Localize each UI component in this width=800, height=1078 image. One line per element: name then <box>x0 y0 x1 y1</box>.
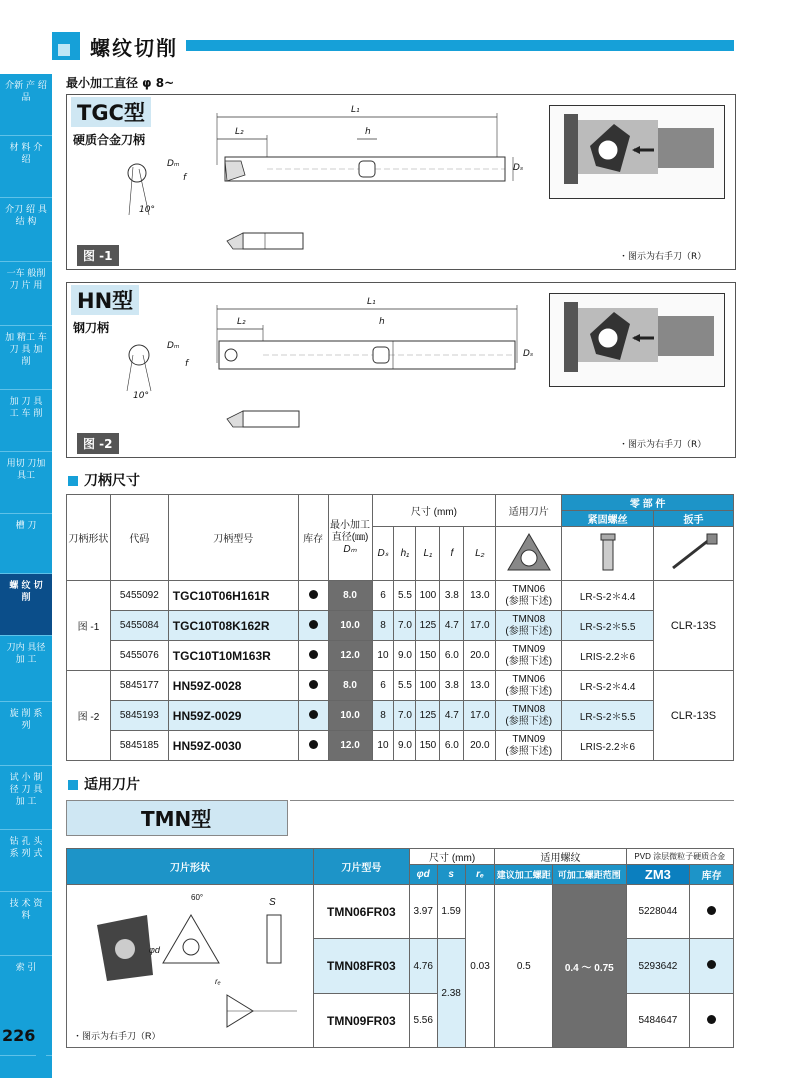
hdr-min-dia <box>328 495 372 581</box>
dim-ds: Dₛ <box>513 163 524 173</box>
stock-dot <box>298 611 328 641</box>
table-cell-phid: 3.97 <box>409 885 437 939</box>
table-cell-l1: 150 <box>416 731 440 761</box>
table-cell-l1: 100 <box>416 581 440 611</box>
hdr-h1: h₁ <box>394 527 416 581</box>
hdr-l1: L₁ <box>416 527 440 581</box>
table-cell-f: 4.7 <box>440 611 464 641</box>
table-cell-l1: 125 <box>416 701 440 731</box>
hdr-f: f <box>440 527 464 581</box>
table-cell-insert <box>496 581 562 611</box>
hdr-model: 刀柄型号 <box>168 495 298 581</box>
table-cell-f: 6.0 <box>440 641 464 671</box>
banner-rule <box>290 800 734 801</box>
holder-table <box>66 494 734 761</box>
table-cell-min: 12.0 <box>328 641 372 671</box>
hdr-shape: 刀柄形状 <box>67 495 111 581</box>
table-cell-phid: 4.76 <box>409 939 437 994</box>
insert-image <box>496 527 562 581</box>
insert-section-title: 适用刀片 <box>84 777 140 793</box>
table-cell-code: 5845177 <box>110 671 168 701</box>
ins-hdr-grade: ZM3 <box>626 865 690 885</box>
table-cell-model: TGC10T06H161R <box>168 581 298 611</box>
hdr-screw: 紧固螺丝 <box>562 511 654 527</box>
table-cell-h1: 5.5 <box>394 581 416 611</box>
dim-f: f <box>185 359 189 369</box>
sidebar-tab-cutoff[interactable]: 用切 刀加 具工 <box>0 452 52 514</box>
ins-hdr-thread: 适用螺纹 <box>495 849 626 865</box>
table-cell-l2: 20.0 <box>464 731 496 761</box>
group1-wrench: CLR-13S <box>653 581 733 671</box>
ins-hdr-pvd: PVD 涂层微粒子硬质合金 <box>626 849 733 865</box>
drawing-phid: φd <box>149 945 160 955</box>
table-cell-code: 5845185 <box>110 731 168 761</box>
stock-dot <box>690 994 734 1048</box>
insert-note: (参照下述) <box>505 625 553 637</box>
table-cell-ds: 10 <box>372 641 394 671</box>
figure-hn-label: 图 -2 <box>77 433 119 454</box>
insert-note: (参照下述) <box>505 745 553 757</box>
table-cell-screw: LR-S-2＊5.5 <box>562 701 654 731</box>
sidebar-tab-general-turning[interactable]: 一车 般削 刀 片 用 <box>0 262 52 326</box>
insert-model: TMN06 <box>512 673 546 685</box>
table-cell-code: 5293642 <box>626 939 690 994</box>
table-cell-h1: 7.0 <box>394 611 416 641</box>
screw-image <box>562 527 654 581</box>
figure-hn-panel <box>66 282 736 458</box>
insert-note: (参照下述) <box>505 715 553 727</box>
dim-l2: L₂ <box>235 127 244 137</box>
figure-tgc-label: 图 -1 <box>77 245 119 266</box>
sidebar-tab-grooving[interactable]: 槽 刀 <box>0 514 52 574</box>
table-cell-min: 10.0 <box>328 701 372 731</box>
table-cell-model: TMN09FR03 <box>314 994 410 1048</box>
table-cell-l2: 17.0 <box>464 701 496 731</box>
ins-hdr-s: s <box>437 865 465 885</box>
table-cell-f: 3.8 <box>440 581 464 611</box>
table-cell-rc: 0.03 <box>465 885 495 1048</box>
table-cell-h1: 7.0 <box>394 701 416 731</box>
ins-hdr-dims: 尺寸 (mm) <box>409 849 495 865</box>
table-cell-f: 4.7 <box>440 701 464 731</box>
table-cell-model: TMN08FR03 <box>314 939 410 994</box>
stock-dot <box>298 731 328 761</box>
figure-tgc-title: TGC型 <box>71 97 151 127</box>
ins-hdr-phid: φd <box>409 865 437 885</box>
sidebar <box>0 74 52 1078</box>
sidebar-tab-milling[interactable]: 旋 削 系 列 <box>0 702 52 766</box>
dim-h: h <box>365 127 371 137</box>
figure-hn-subtitle: 钢刀柄 <box>73 321 110 335</box>
table-cell-insert <box>496 701 562 731</box>
stock-dot <box>298 671 328 701</box>
insert-note: (参照下述) <box>505 685 553 697</box>
hdr-stock: 库存 <box>298 495 328 581</box>
sidebar-tab-technical-data[interactable]: 技 术 资 料 <box>0 892 52 956</box>
page-title: 螺纹切削 <box>90 36 178 60</box>
dim-dm: Dₘ <box>167 341 180 351</box>
sidebar-tab-turning-tools[interactable]: 加 刀 具 工 车 削 <box>0 390 52 452</box>
group1-shape: 图 -1 <box>67 581 111 671</box>
table-cell-f: 6.0 <box>440 731 464 761</box>
ins-hdr-shape: 刀片形状 <box>67 849 314 885</box>
table-cell-h1: 9.0 <box>394 641 416 671</box>
figure-tgc-note: ・图示为右手刀（R） <box>619 252 707 262</box>
dim-h: h <box>379 317 385 327</box>
sidebar-tab-boring[interactable]: 刀内 具径 加 工 <box>0 636 52 702</box>
table-cell-min: 12.0 <box>328 731 372 761</box>
sidebar-tab-index[interactable]: 索 引 <box>0 956 52 1056</box>
table-cell-ds: 8 <box>372 611 394 641</box>
table-cell-l2: 20.0 <box>464 641 496 671</box>
figure-tgc-subtitle: 硬质合金刀柄 <box>73 133 146 147</box>
insert-model: TMN09 <box>512 733 546 745</box>
table-cell-min: 8.0 <box>328 581 372 611</box>
insert-note: (参照下述) <box>505 595 553 607</box>
table-cell-s-shared: 2.38 <box>437 939 465 1048</box>
insert-drawing <box>67 885 313 1047</box>
ins-hdr-rec: 建议加工螺距 <box>495 865 553 885</box>
table-cell-ds: 8 <box>372 701 394 731</box>
stock-dot <box>690 939 734 994</box>
table-cell-l2: 17.0 <box>464 611 496 641</box>
hdr-parts: 零 部 件 <box>562 495 734 511</box>
wrench-image <box>653 527 733 581</box>
table-cell-l2: 13.0 <box>464 671 496 701</box>
page-number-bar <box>36 1050 46 1078</box>
hdr-insert: 适用刀片 <box>496 495 562 527</box>
stock-dot <box>690 885 734 939</box>
dim-l1: L₁ <box>351 105 360 115</box>
insert-note: (参照下述) <box>505 655 553 667</box>
dim-f: f <box>183 173 187 183</box>
sidebar-tab-precision-turning[interactable]: 加 精工 车 刀 具 加 削 <box>0 326 52 390</box>
table-cell-code: 5845193 <box>110 701 168 731</box>
table-cell-model: TMN06FR03 <box>314 885 410 939</box>
insert-table <box>66 848 734 1048</box>
hdr-ds: Dₛ <box>372 527 394 581</box>
ins-hdr-rc: rₑ <box>465 865 495 885</box>
dim-l1: L₁ <box>367 297 376 307</box>
hdr-dims: 尺寸 (mm) <box>372 495 496 527</box>
table-cell-code: 5455092 <box>110 581 168 611</box>
section-square-icon <box>68 780 78 790</box>
holder-section-title: 刀柄尺寸 <box>84 473 140 489</box>
dim-angle: 10° <box>139 205 155 215</box>
table-cell-phid: 5.56 <box>409 994 437 1048</box>
header-bar <box>186 40 734 51</box>
table-cell-model: HN59Z-0030 <box>168 731 298 761</box>
insert-model: TMN06 <box>512 583 546 595</box>
sidebar-tab-tool-structure[interactable]: 介刀 绍 具 结 构 <box>0 198 52 262</box>
dim-l2: L₂ <box>237 317 246 327</box>
table-cell-f: 3.8 <box>440 671 464 701</box>
table-cell-ds: 10 <box>372 731 394 761</box>
dim-ds: Dₛ <box>523 349 534 359</box>
sidebar-tab-small-diameter[interactable]: 试 小 制 径 刀 具 加 工 <box>0 766 52 830</box>
table-cell-min: 10.0 <box>328 611 372 641</box>
table-cell-screw: LRIS-2.2＊6 <box>562 641 654 671</box>
ins-hdr-range: 可加工螺距范围 <box>553 865 626 885</box>
table-cell-l1: 100 <box>416 671 440 701</box>
drawing-rc: rₑ <box>215 977 221 986</box>
table-cell-h1: 5.5 <box>394 671 416 701</box>
header-square-inner <box>58 44 70 56</box>
hdr-min-dia-label: 最小加工直径(㎜) <box>330 519 371 543</box>
table-cell-l1: 150 <box>416 641 440 671</box>
insert-drawing-cell <box>67 885 314 1048</box>
group2-shape: 图 -2 <box>67 671 111 761</box>
table-cell-l1: 125 <box>416 611 440 641</box>
stock-dot <box>298 701 328 731</box>
min-diameter-subtitle: 最小加工直径 φ 8~ <box>66 76 175 90</box>
table-cell-code: 5455076 <box>110 641 168 671</box>
table-cell-model: TGC10T10M163R <box>168 641 298 671</box>
table-cell-rec: 0.5 <box>495 885 553 1048</box>
table-cell-insert <box>496 641 562 671</box>
figure-hn-inset <box>549 293 725 387</box>
stock-dot <box>298 641 328 671</box>
dim-dm: Dₘ <box>167 159 180 169</box>
table-cell-code: 5228044 <box>626 885 690 939</box>
table-cell-insert <box>496 611 562 641</box>
figure-hn-title: HN型 <box>71 285 139 315</box>
table-cell-code: 5455084 <box>110 611 168 641</box>
drawing-s: S <box>269 897 276 908</box>
page-number: 226 <box>2 1026 36 1045</box>
table-cell-screw: LR-S-2＊4.4 <box>562 671 654 701</box>
insert-model: TMN09 <box>512 643 546 655</box>
table-cell-model: HN59Z-0028 <box>168 671 298 701</box>
hdr-l2: L₂ <box>464 527 496 581</box>
table-cell-l2: 13.0 <box>464 581 496 611</box>
sidebar-tab-threading[interactable]: 螺 纹 切 削 <box>0 574 52 636</box>
section-square-icon <box>68 476 78 486</box>
hdr-wrench: 扳手 <box>653 511 733 527</box>
insert-note: ・图示为右手刀（R） <box>73 1031 161 1041</box>
figure-tgc-inset <box>549 105 725 199</box>
insert-model: TMN08 <box>512 613 546 625</box>
stock-dot <box>298 581 328 611</box>
group2-wrench: CLR-13S <box>653 671 733 761</box>
table-cell-screw: LR-S-2＊5.5 <box>562 611 654 641</box>
insert-model: TMN08 <box>512 703 546 715</box>
figure-tgc-panel <box>66 94 736 270</box>
table-cell-range: 0.4 ～ 0.75 <box>553 885 626 1048</box>
hdr-min-dia-symbol: Dₘ <box>343 543 357 555</box>
table-cell-model: HN59Z-0029 <box>168 701 298 731</box>
ins-hdr-model: 刀片型号 <box>314 849 410 885</box>
table-cell-h1: 9.0 <box>394 731 416 761</box>
sidebar-tab-materials[interactable]: 材 料 介 绍 <box>0 136 52 198</box>
table-cell-ds: 6 <box>372 671 394 701</box>
table-cell-min: 8.0 <box>328 671 372 701</box>
sidebar-tab-new-products[interactable]: 介新 产 绍品 <box>0 74 52 136</box>
table-cell-screw: LR-S-2＊4.4 <box>562 581 654 611</box>
sidebar-tab-drill-head[interactable]: 钻 孔 头 系 列 式 <box>0 830 52 892</box>
table-cell-insert <box>496 671 562 701</box>
table-cell-s: 1.59 <box>437 885 465 939</box>
table-cell-screw: LRIS-2.2＊6 <box>562 731 654 761</box>
insert-type-banner: TMN型 <box>66 800 288 836</box>
hdr-code: 代码 <box>110 495 168 581</box>
drawing-angle: 60° <box>191 893 204 902</box>
table-cell-insert <box>496 731 562 761</box>
table-cell-code: 5484647 <box>626 994 690 1048</box>
table-cell-ds: 6 <box>372 581 394 611</box>
table-cell-model: TGC10T08K162R <box>168 611 298 641</box>
dim-angle: 10° <box>133 391 149 401</box>
figure-hn-note: ・图示为右手刀（R） <box>619 440 707 450</box>
ins-hdr-stock: 库存 <box>690 865 734 885</box>
